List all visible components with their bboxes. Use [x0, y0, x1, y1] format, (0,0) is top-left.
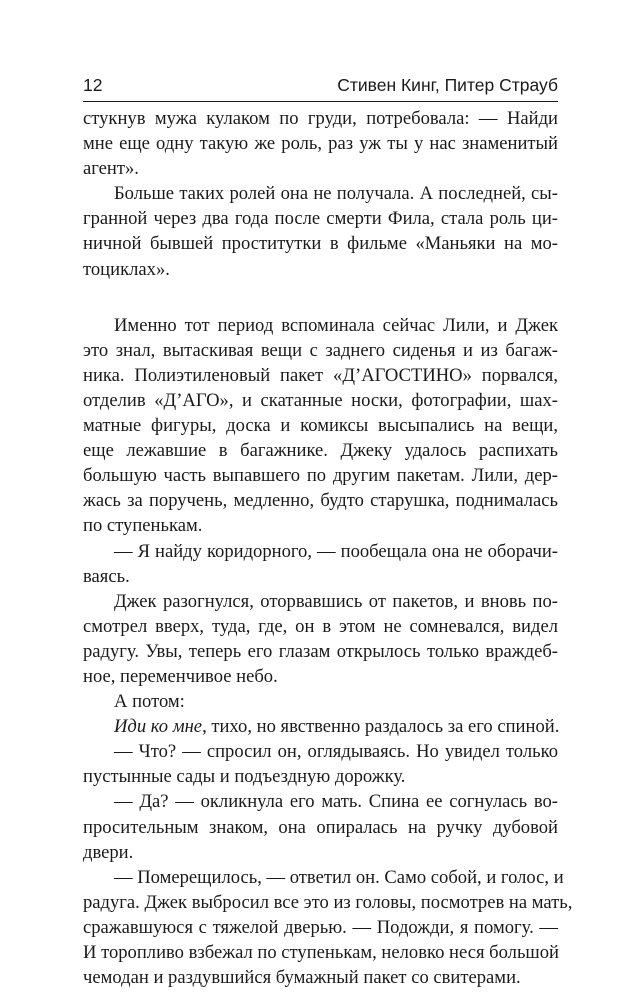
text-line: пустынные сады и подъездную дорожку. — [83, 766, 406, 788]
paragraph — [83, 865, 573, 990]
header-rule — [83, 101, 558, 102]
text-line: ничной бывшей проститутки в фильме «Маньяки на мо- — [83, 233, 558, 255]
text-line: агент». — [83, 158, 139, 180]
text-line: чемодан и раздувшийся бумажный пакет со свитерами. — [83, 967, 521, 989]
text-line: стукнув мужа кулаком по груди, потребовала: — Найди — [83, 108, 558, 129]
book-title: Стивен Кинг, Питер Страуб — [337, 75, 558, 95]
text-line: матные фигуры, доска и комиксы высыпались на вещи, — [83, 415, 558, 437]
paragraph — [83, 313, 558, 539]
running-head — [83, 72, 558, 98]
text-line: Больше таких ролей она не получала. А последней, сы- — [114, 183, 558, 205]
paragraph — [83, 106, 558, 181]
text-line: отделив «Д’АГО», и скатанные носки, фотографии, шах- — [83, 389, 558, 411]
text-line: Джек разогнулся, оторвавшись от пакетов, и вновь по- — [114, 590, 558, 612]
text-line: радуга. Джек выбросил все это из головы, посмотрев на мать, — [83, 891, 573, 913]
paragraph — [83, 181, 558, 281]
paragraph — [83, 689, 558, 714]
text-line: сражавшуюся с тяжелой дверью. — Подожди, я помогу. — — [83, 916, 558, 938]
text-line: двери. — [83, 841, 134, 863]
text-line: тоциклах». — [83, 258, 170, 280]
body-text — [83, 106, 573, 990]
text-line: А потом: — [114, 691, 185, 713]
paragraph — [83, 789, 558, 864]
text-line: ное, переменчивое небо. — [83, 665, 278, 687]
text-line: жась за поручень, медленно, будто старушка, поднималась — [83, 490, 558, 512]
text-line: Именно тот период вспоминала сейчас Лили, и Джек — [114, 314, 558, 336]
text-line: большую часть выпавшего по другим пакетам. Лили, дер- — [83, 465, 558, 487]
text-line: — Да? — окликнула его мать. Спина ее согнулась во- — [114, 791, 558, 813]
text-line: по ступенькам. — [83, 515, 203, 537]
paragraph — [83, 589, 558, 689]
text-line: И торопливо взбежал по ступенькам, неловко неся большой — [83, 942, 559, 963]
text-line: ваясь. — [83, 565, 130, 587]
text-line — [83, 714, 558, 739]
text-line: гранной через два года после смерти Фила, стала роль ци- — [83, 208, 558, 230]
text-fragment: , тихо, но явственно раздалось за его спиной. — [202, 716, 560, 738]
text-line: просительным знаком, она опиралась на ручку дубовой — [83, 816, 558, 838]
text-line: мне еще одну такую же роль, раз уж ты у нас знаменитый — [83, 133, 558, 155]
text-line: смотрел вверх, туда, где, он в этом не сомневался, видел — [83, 615, 558, 637]
section-break — [83, 282, 558, 313]
text-line: ника. Полиэтиленовый пакет «Д’АГОСТИНО» порвался, — [83, 364, 558, 386]
paragraph — [83, 539, 558, 589]
text-line: — Что? — спросил он, оглядываясь. Но увидел только — [114, 741, 558, 763]
text-line: это знал, вытаскивая вещи с заднего сиденья и из багаж- — [83, 339, 558, 361]
italic-phrase: Иди ко мне — [114, 716, 203, 738]
paragraph — [83, 714, 558, 739]
text-line: — Померещилось, — ответил он. Само собой, и голос, и — [114, 866, 564, 888]
text-line: еще лежавшие в багажнике. Джеку удалось распихать — [83, 440, 558, 462]
paragraph — [83, 739, 558, 789]
text-line: радугу. Увы, теперь его глазам открылось только враждеб- — [83, 640, 558, 662]
page-number: 12 — [83, 75, 103, 95]
text-line: — Я найду коридорного, — пообещала она не оборачи- — [114, 540, 558, 562]
